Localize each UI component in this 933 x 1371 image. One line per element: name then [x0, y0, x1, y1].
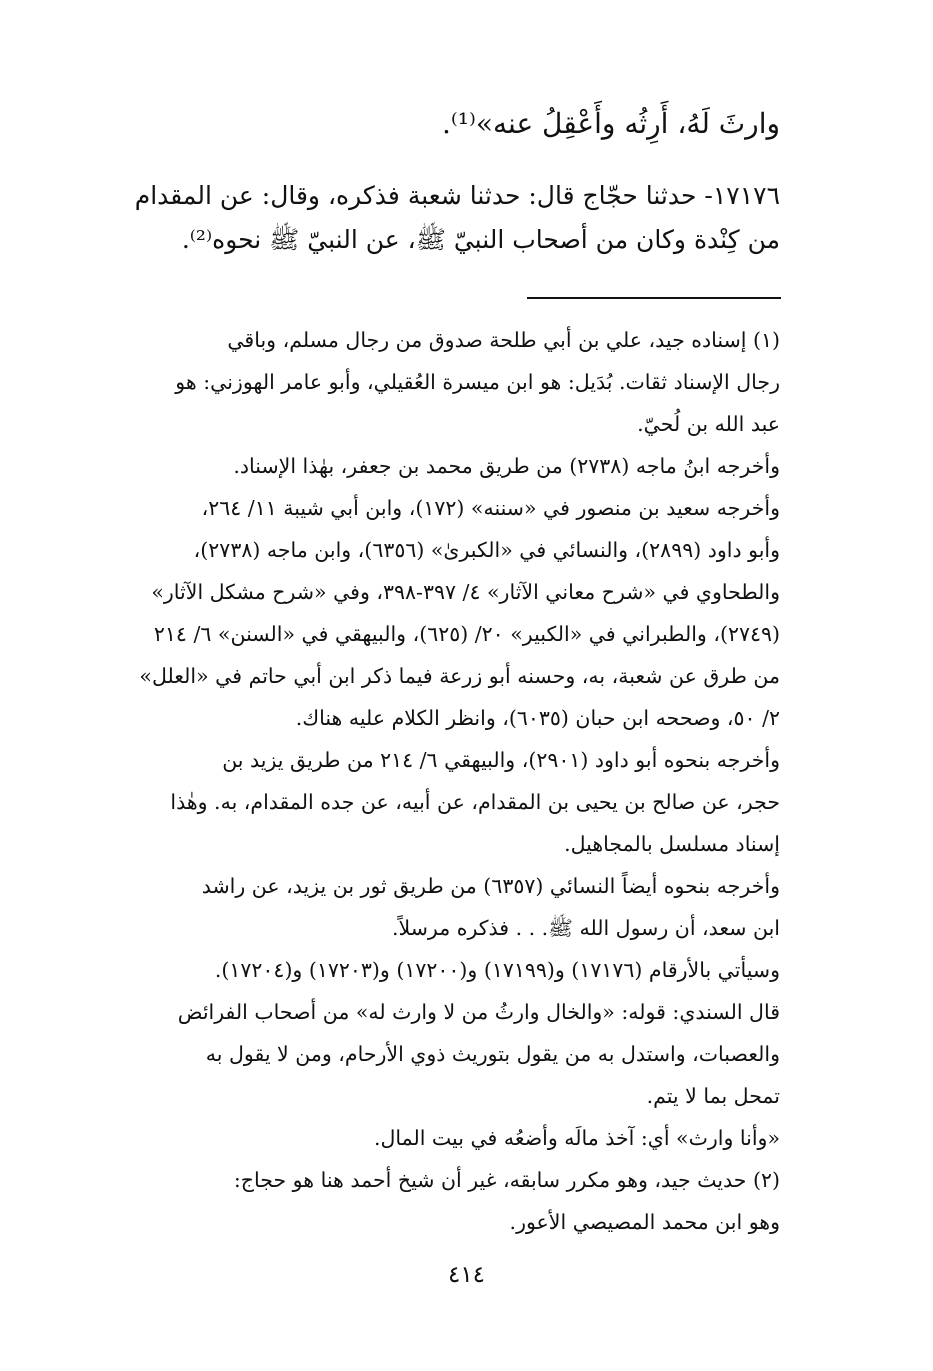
footnote-line: والعصبات، واستدل به من يقول بتوريث ذوي الأرحام، ومن لا يقول به — [205, 1042, 780, 1066]
footnote-line: وأخرجه بنحوه أيضاً النسائي (٦٣٥٧) من طريق ثور بن يزيد، عن راشد — [201, 874, 780, 898]
footnote-line: عبد الله بن لُحيّ. — [637, 412, 780, 436]
hadith-text-line-2: ١٧١٧٦- حدثنا حجّاج قال: حدثنا شعبة فذكره، وقال: عن المقدام — [134, 181, 780, 210]
footnote-line: وأبو داود (٢٨٩٩)، والنسائي في «الكبرىٰ» (٦٣٥٦)، وابن ماجه (٢٧٣٨)، — [193, 538, 780, 562]
footnote-line: وأخرجه بنحوه أبو داود (٢٩٠١)، والبيهقي ٦/ ٢١٤ من طريق يزيد بن — [222, 748, 780, 772]
footnote-line: من طرق عن شعبة، به، وحسنه أبو زرعة فيما ذكر ابن أبي حاتم في «العلل» — [139, 664, 780, 688]
footnote-line: (٢٧٤٩)، والطبراني في «الكبير» ٢٠/ (٦٢٥)، والبيهقي في «السنن» ٦/ ٢١٤ — [153, 622, 780, 646]
footnote-line: وهو ابن محمد المصيصي الأعور. — [509, 1210, 780, 1234]
footnote-line: تمحل بما لا يتم. — [646, 1084, 780, 1108]
hadith-text-line-3: من كِنْدة وكان من أصحاب النبيّ ﷺ، عن النبيّ ﷺ نحوه⁽²⁾. — [181, 225, 780, 254]
footnote-line: ابن سعد، أن رسول الله ﷺ. . . فذكره مرسلاً. — [391, 916, 780, 940]
footnote-line: «وأنا وارث» أي: آخذ مالَه وأضعُه في بيت المال. — [373, 1126, 780, 1150]
footnote-line: رجال الإسناد ثقات. بُدَيل: هو ابن ميسرة العُقيلي، وأبو عامر الهوزني: هو — [175, 370, 780, 394]
page-number: ٤١٤ — [447, 1262, 486, 1288]
footnote-line: والطحاوي في «شرح معاني الآثار» ٤/ ٣٩٧-٣٩٨، وفي «شرح مشكل الآثار» — [151, 580, 780, 604]
footnote-line: قال السندي: قوله: «والخال وارثُ من لا وارث له» من أصحاب الفرائض — [177, 1000, 780, 1024]
footnote-separator — [527, 297, 781, 299]
footnote-line: وأخرجه سعيد بن منصور في «سننه» (١٧٢)، وابن أبي شيبة ١١/ ٢٦٤، — [201, 496, 780, 520]
footnote-line: حجر، عن صالح بن يحيى بن المقدام، عن أبيه، عن جده المقدام، به. وهٰذا — [170, 790, 780, 814]
footnote-line: (١) إسناده جيد، علي بن أبي طلحة صدوق من رجال مسلم، وباقي — [227, 328, 780, 352]
hadith-text-line-1: وارثَ لَهُ، أَرِثُه وأَعْقِلُ عنه»⁽¹⁾. — [441, 107, 780, 140]
footnote-line: ٢/ ٥٠، وصححه ابن حبان (٦٠٣٥)، وانظر الكلام عليه هناك. — [295, 706, 780, 730]
footnote-line: (٢) حديث جيد، وهو مكرر سابقه، غير أن شيخ أحمد هنا هو حجاج: — [233, 1168, 780, 1192]
footnote-line: وسيأتي بالأرقام (١٧١٧٦) و(١٧١٩٩) و(١٧٢٠٠) و(١٧٢٠٣) و(١٧٢٠٤). — [214, 958, 780, 982]
footnote-line: إسناد مسلسل بالمجاهيل. — [564, 832, 780, 856]
footnote-line: وأخرجه ابنُ ماجه (٢٧٣٨) من طريق محمد بن جعفر، بهٰذا الإسناد. — [233, 454, 780, 478]
